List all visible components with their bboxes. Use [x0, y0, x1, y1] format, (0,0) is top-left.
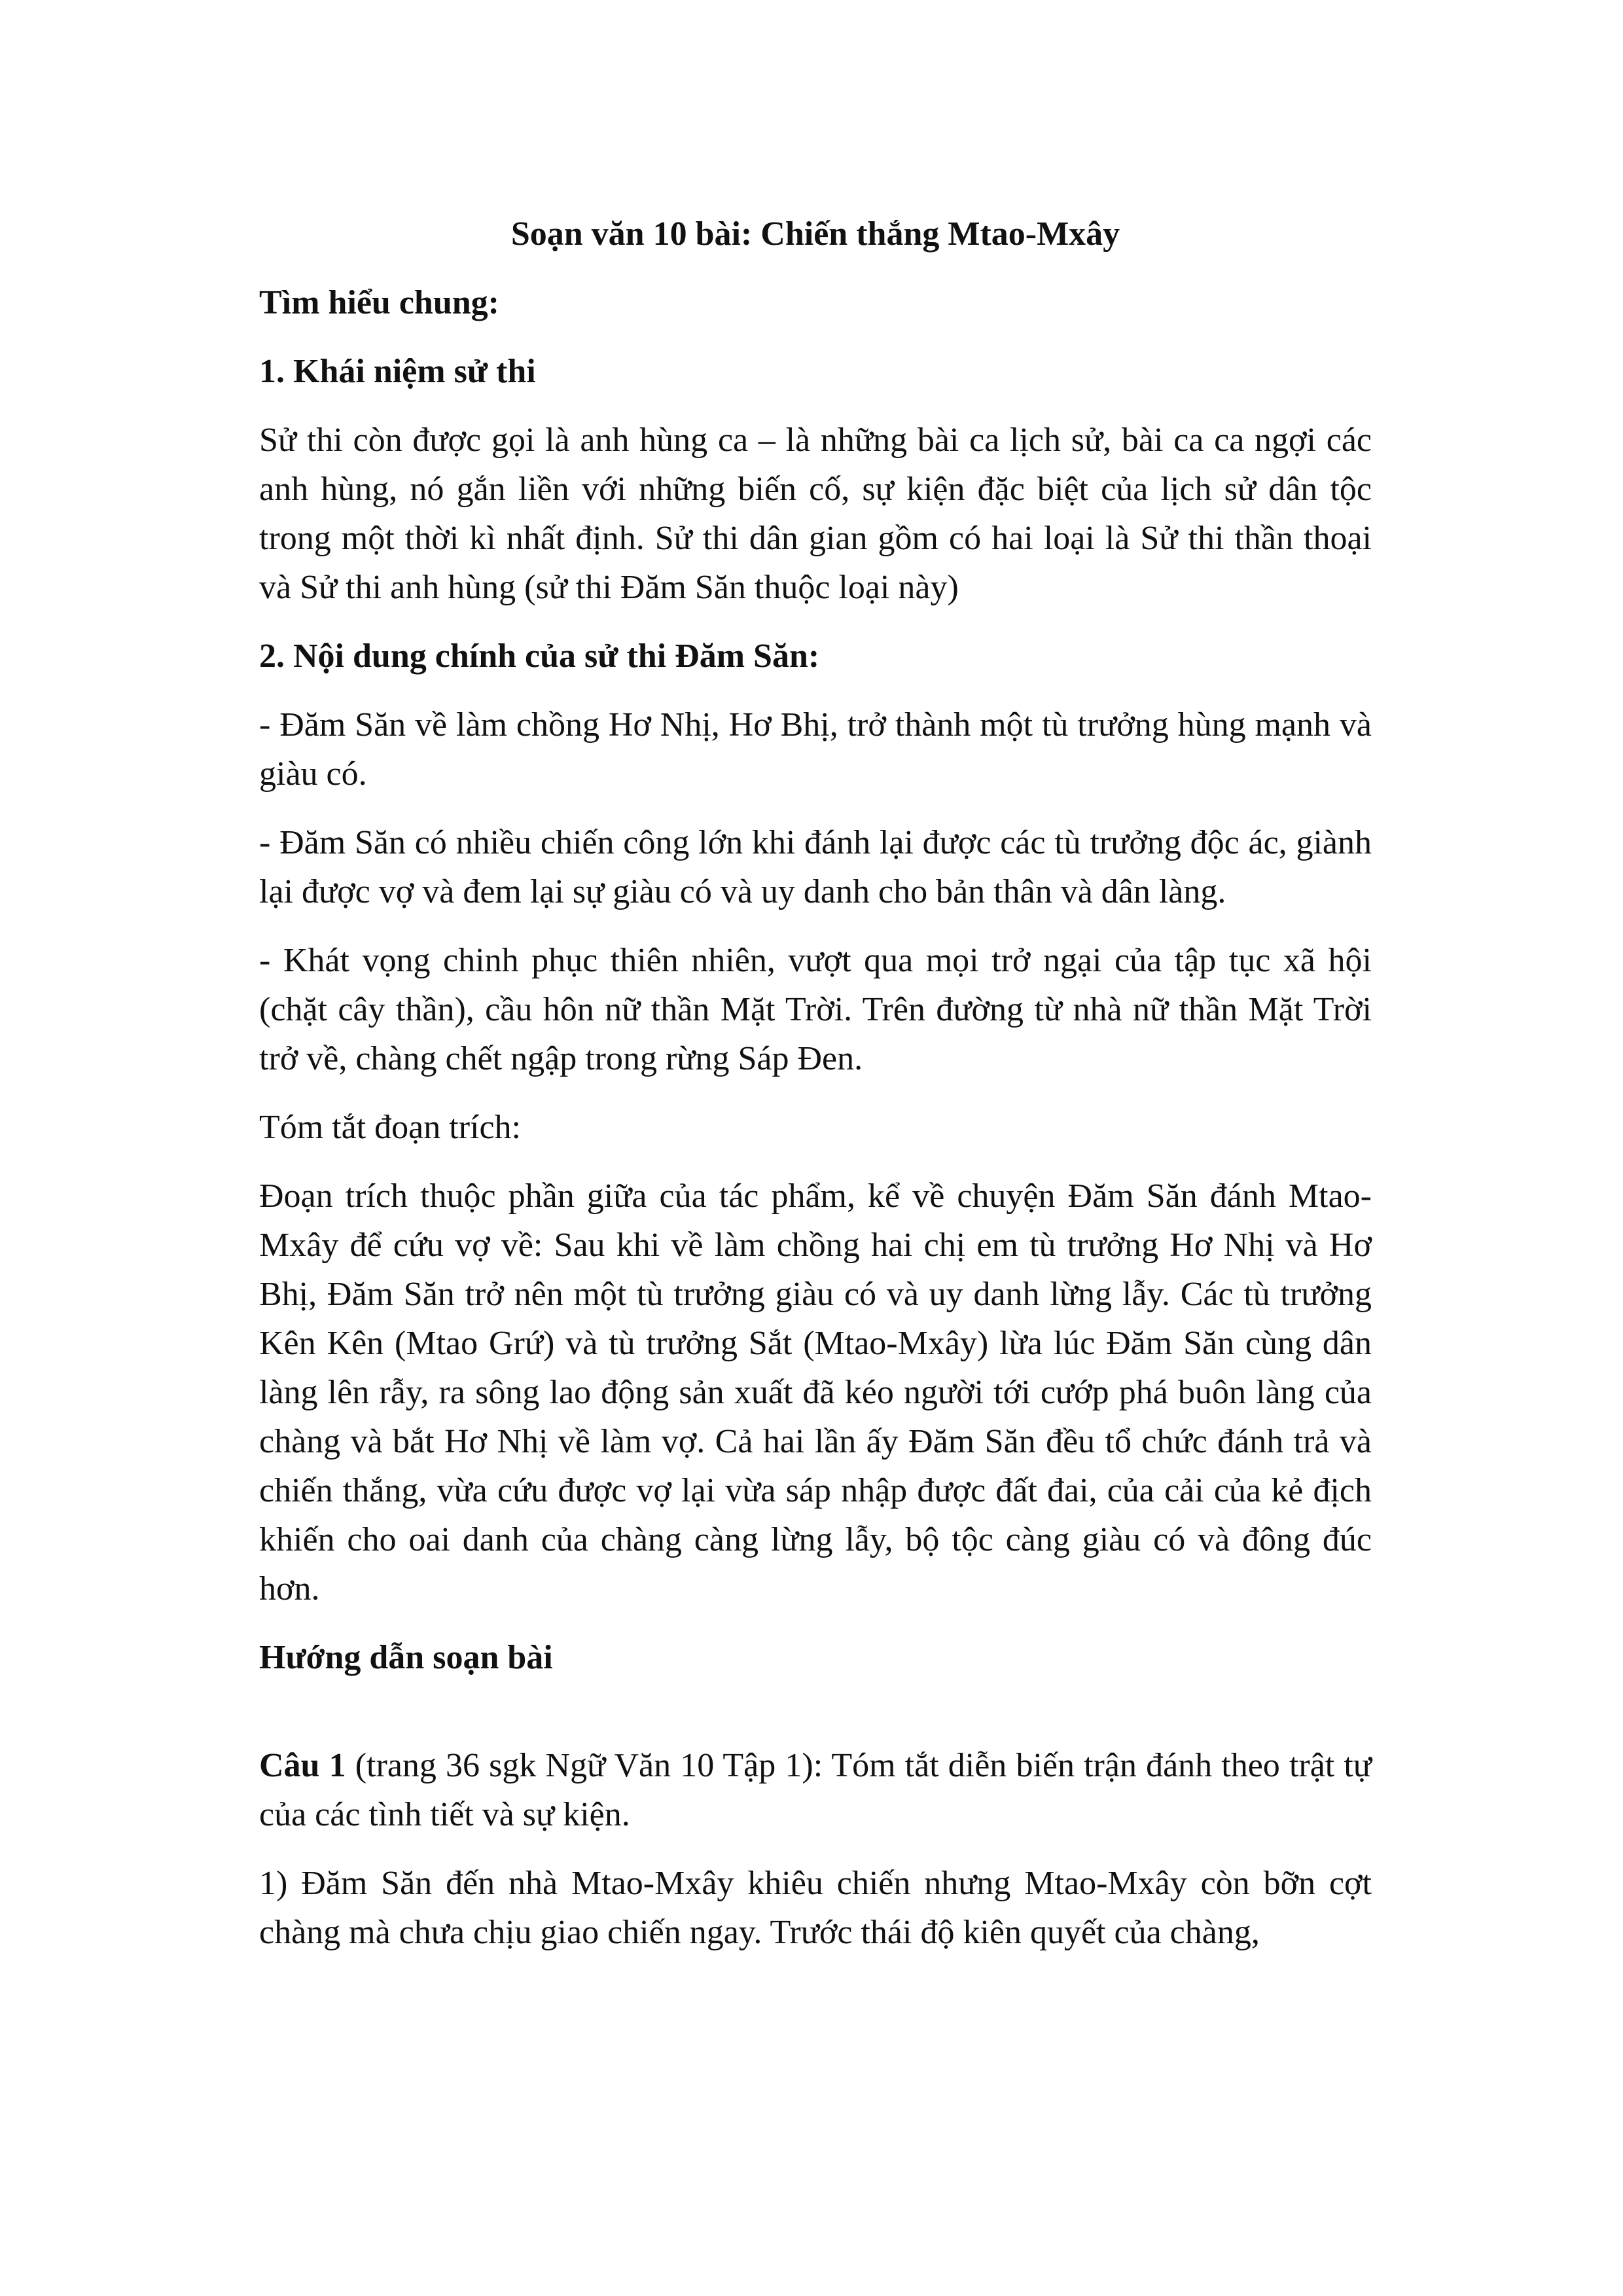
summary-label: Tóm tắt đoạn trích:	[259, 1109, 522, 1146]
section-heading-general: Tìm hiểu chung:	[259, 284, 499, 321]
section-heading-guide: Hướng dẫn soạn bài	[259, 1639, 553, 1676]
answer-1: 1) Đăm Săn đến nhà Mtao-Mxây khiêu chiến nhưng Mtao-Mxây còn bỡn cợt chàng mà chưa chịu giao chiến ngay. Trước thái độ kiên quyết của chàng,	[259, 1865, 1372, 1951]
heading-epic-concept: 1. Khái niệm sử thi	[259, 353, 536, 390]
document-title: Soạn văn 10 bài: Chiến thắng Mtao-Mxây	[510, 215, 1120, 253]
heading-main-content: 2. Nội dung chính của sử thi Đăm Săn:	[259, 637, 820, 675]
paragraph-epic-concept: Sử thi còn được gọi là anh hùng ca – là những bài ca lịch sử, bài ca ca ngợi các anh hùng, nó gắn liền với những biến cố, sự kiện đặc biệt của lịch sử dân tộc trong một thời kì nhất định. Sử thi dân gian gồm có hai loại là Sử thi thần thoại và Sử thi anh hùng (sử thi Đăm Săn thuộc loại này)	[259, 422, 1372, 606]
bullet-item: - Đăm Săn về làm chồng Hơ Nhị, Hơ Bhị, trở thành một tù trưởng hùng mạnh và giàu có.	[259, 706, 1372, 793]
question-1-text: (trang 36 sgk Ngữ Văn 10 Tập 1): Tóm tắt diễn biến trận đánh theo trật tự của các tình tiết và sự kiện.	[259, 1747, 1372, 1833]
bullet-item: - Đăm Săn có nhiều chiến công lớn khi đánh lại được các tù trưởng độc ác, giành lại được vợ và đem lại sự giàu có và uy danh cho bản thân và dân làng.	[259, 824, 1372, 910]
question-1	[259, 1741, 1372, 1839]
spacer	[259, 1702, 1372, 1741]
summary-paragraph: Đoạn trích thuộc phần giữa của tác phẩm, kể về chuyện Đăm Săn đánh Mtao-Mxây để cứu vợ về: Sau khi về làm chồng hai chị em tù trưởng Hơ Nhị và Hơ Bhị, Đăm Săn trở nên một tù trưởng giàu có và uy danh lừng lẫy. Các tù trưởng Kên Kên (Mtao Grứ) và tù trưởng Sắt (Mtao-Mxây) lừa lúc Đăm Săn cùng dân làng lên rẫy, ra sông lao động sản xuất đã kéo người tới cướp phá buôn làng của chàng và bắt Hơ Nhị về làm vợ. Cả hai lần ấy Đăm Săn đều tổ chức đánh trả và chiến thắng, vừa cứu được vợ lại vừa sáp nhập được đất đai, của cải của kẻ địch khiến cho oai danh của chàng càng lừng lẫy, bộ tộc càng giàu có và đông đúc hơn.	[259, 1177, 1372, 1607]
question-1-label: Câu 1	[259, 1747, 346, 1784]
document-page	[259, 209, 1372, 1977]
bullet-item: - Khát vọng chinh phục thiên nhiên, vượt qua mọi trở ngại của tập tục xã hội (chặt cây thần), cầu hôn nữ thần Mặt Trời. Trên đường từ nhà nữ thần Mặt Trời trở về, chàng chết ngập trong rừng Sáp Đen.	[259, 942, 1372, 1077]
